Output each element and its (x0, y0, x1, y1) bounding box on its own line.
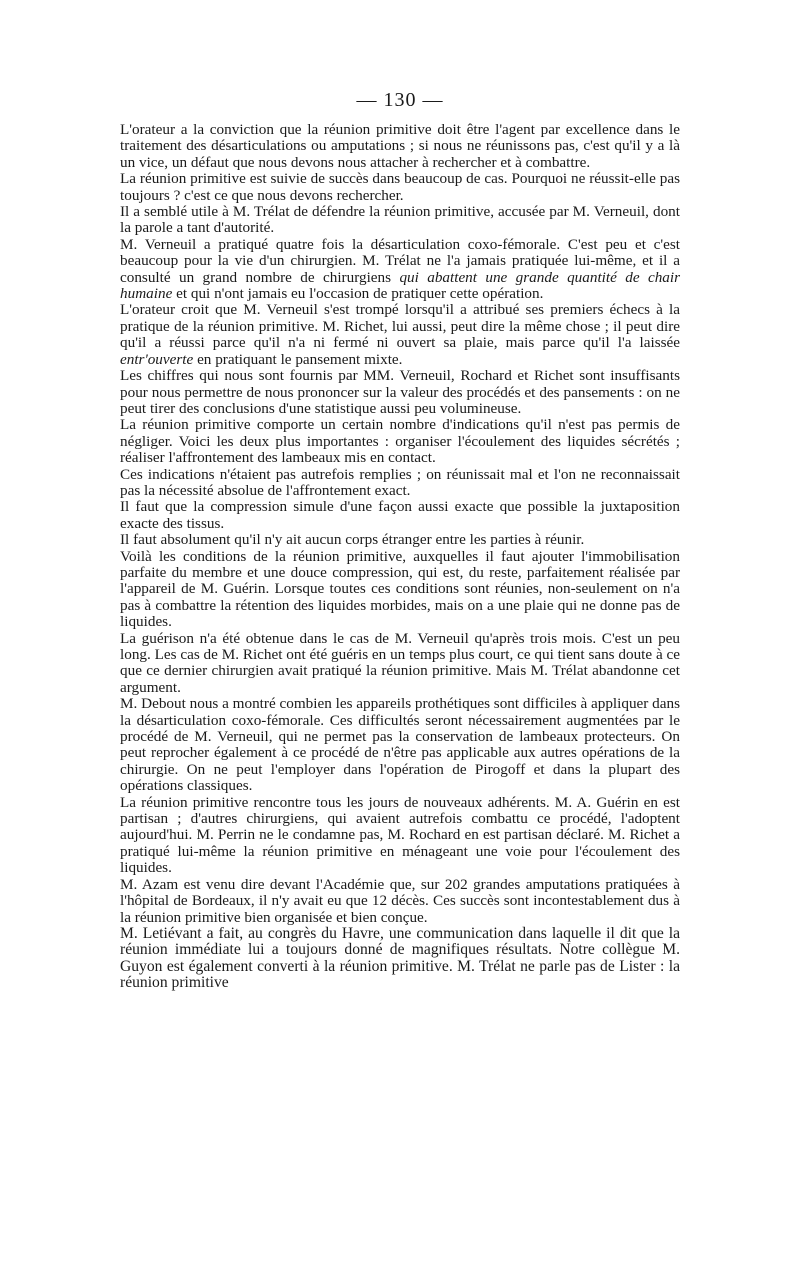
paragraph-7: La réunion primitive comporte un certain nombre d'indications qu'il n'est pas permis de négliger. Voici les deux plus importantes : organiser l'écoulement des liquides sécrétés ; réaliser l'affrontement des lambeaux mis en contact. (120, 416, 680, 467)
paragraph-4-italic: qui abattent une grande quantité de chair humaine (120, 268, 681, 303)
paragraph-10: Il faut absolument qu'il n'y ait aucun corps étranger entre les parties à réunir. (120, 531, 585, 549)
paragraph-15: M. Azam est venu dire devant l'Académie que, sur 202 grandes amputations pratiquées à l'hôpital de Bordeaux, il n'y avait eu que 12 décès. Ces succès sont incontestablement dus à la réunion primitive bien organisée et bien conçue. (120, 875, 680, 926)
paragraph-1: L'orateur a la conviction que la réunion primitive doit être l'agent par excellence dans le traitement des désarticulations ou amputations ; si nous ne réunissons pas, c'est qu'il y a là un vice, un défaut que nous devons nous attacher à rechercher et à combattre. (120, 121, 680, 171)
paragraph-2: La réunion primitive est suivie de succès dans beaucoup de cas. Pourquoi ne réussit-elle pas toujours ? c'est ce que nous devons rechercher. (120, 170, 680, 204)
paragraph-11: Voilà les conditions de la réunion primitive, auxquelles il faut ajouter l'immobilisation parfaite du membre et une douce compression, qui est, du reste, parfaitement réalisée par l'appareil de M. Guérin. Lorsque toutes ces conditions sont réunies, non-seulement on n'a pas à combattre la rétention des liquides morbides, mais on a une plaie qui ne donne pas de liquides. (120, 547, 680, 631)
paragraph-4-tail: et qui n'ont jamais eu l'occasion de pratiquer cette opération. (176, 285, 544, 303)
paragraph-5-tail: en pratiquant le pansement mixte. (197, 350, 403, 368)
document-page (120, 88, 680, 992)
paragraph-16: M. Letiévant a fait, au congrès du Havre, une communication dans laquelle il dit que la réunion immédiate lui a toujours donné de magnifiques résultats. Notre collègue M. Guyon est également converti à la réunion primitive. M. Trélat ne parle pas de Lister : la réunion primitive (120, 924, 680, 992)
paragraph-5 (120, 302, 680, 368)
paragraph-6: Les chiffres qui nous sont fournis par MM. Verneuil, Rochard et Richet sont insuffisants pour nous permettre de nous prononcer sur la valeur des procédés et des pansements : on ne peut tirer des conclusions d'une statistique aussi peu volumineuse. (120, 367, 680, 417)
paragraph-12: La guérison n'a été obtenue dans le cas de M. Verneuil qu'après trois mois. C'est un peu long. Les cas de M. Richet ont été guéris en un temps plus court, ce qui tient sans doute à ce que ce dernier chirurgien avait pratiqué la réunion primitive. Mais M. Trélat abandonne cet argument. (120, 629, 680, 696)
paragraph-4 (120, 237, 680, 303)
paragraph-5-text: L'orateur croit que M. Verneuil s'est trompé lorsqu'il a attribué ses premiers échecs à la pratique de la réunion primitive. M. Richet, lui aussi, peut dire la même chose ; il peut dire qu'il a réussi parce qu'il n'a ni fermé ni ouvert sa plaie, mais parce qu'il l'a laissée (120, 301, 680, 352)
paragraph-14: La réunion primitive rencontre tous les jours de nouveaux adhérents. M. A. Guérin en est partisan ; d'autres chirurgiens, qui avaient autrefois combattu ce procédé, l'adoptent aujourd'hui. M. Perrin ne le condamne pas, M. Rochard en est partisan déclaré. M. Richet a pratiqué lui-même la réunion primitive en ménageant une voie pour l'écoulement des liquides. (120, 793, 680, 877)
paragraph-9: Il faut que la compression simule d'une façon aussi exacte que possible la juxtaposition exacte des tissus. (120, 498, 680, 532)
paragraph-3: Il a semblé utile à M. Trélat de défendre la réunion primitive, accusée par M. Verneuil, dont la parole a tant d'autorité. (120, 203, 680, 237)
page-number: — 130 — (356, 89, 444, 111)
paragraph-5-italic: entr'ouverte (120, 350, 194, 368)
paragraph-8: Ces indications n'étaient pas autrefois remplies ; on réunissait mal et l'on ne reconnaissait pas la nécessité absolue de l'affrontement exact. (120, 465, 680, 499)
paragraph-13: M. Debout nous a montré combien les appareils prothétiques sont difficiles à appliquer dans la désarticulation coxo-fémorale. Ces difficultés seront nécessairement augmentées par le procédé de M. Verneuil, qui ne permet pas la conservation de lambeaux protecteurs. On peut reprocher également à ce procédé de n'être pas applicable aux autres opérations de la chirurgie. On ne peut l'employer dans l'opération de Pirogoff et dans la plupart des opérations classiques. (120, 695, 680, 795)
paragraph-4-text: M. Verneuil a pratiqué quatre fois la désarticulation coxo-fémorale. C'est peu et c'est beaucoup pour la vie d'un chirurgien. M. Trélat ne l'a jamais pratiquée lui-même, et il a consulté un grand nombre de chirurgiens (120, 235, 680, 286)
